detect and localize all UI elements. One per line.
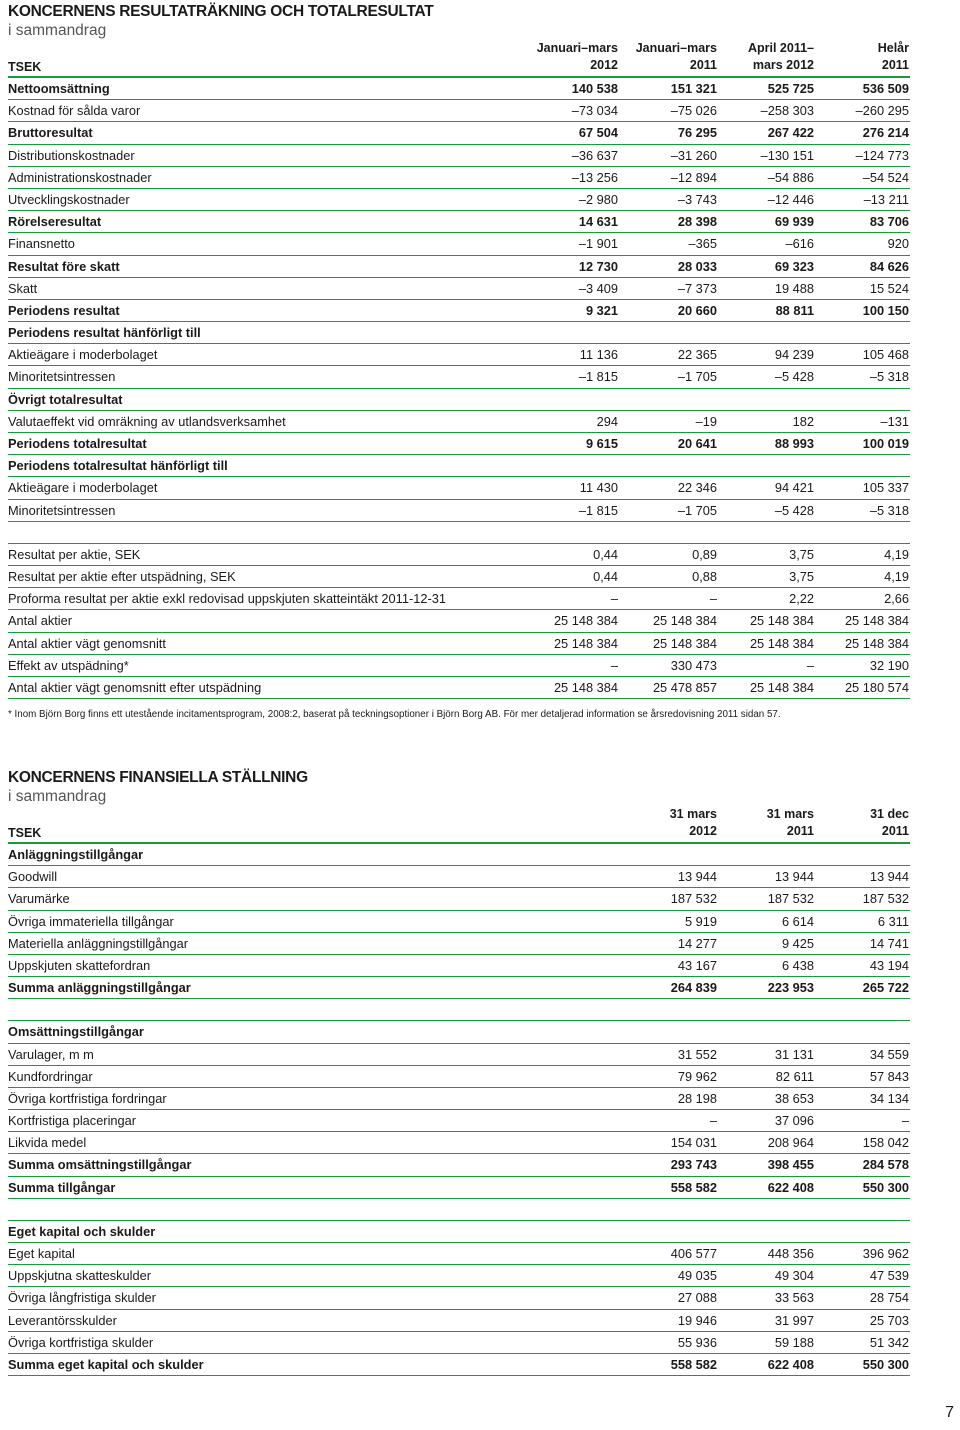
row-value: –: [806, 657, 814, 673]
row-value: –36 637: [571, 147, 618, 163]
spacer-row: [8, 522, 910, 544]
row-value: 0,44: [593, 568, 618, 584]
table-row: [8, 866, 910, 888]
row-value: 43 194: [869, 957, 909, 973]
row-value: –: [901, 1113, 909, 1129]
row-value: 267 422: [767, 125, 814, 141]
spacer-row: [8, 999, 910, 1021]
table-row: [8, 1332, 910, 1354]
row-value: 51 342: [869, 1334, 909, 1350]
row-value: 34 134: [869, 1090, 909, 1106]
row-value: –13 256: [571, 169, 618, 185]
table-row: [8, 844, 910, 866]
column-header-line2: 2011: [689, 58, 717, 72]
row-label: Proforma resultat per aktie exkl redovisad uppskjuten skatteintäkt 2011-12-31: [8, 591, 446, 607]
row-value: 34 559: [869, 1046, 909, 1062]
row-label: Periodens resultat hänförligt till: [8, 325, 201, 341]
row-value: 14 741: [869, 935, 909, 951]
row-label: Nettoomsättning: [8, 81, 110, 96]
row-label: Anläggningstillgångar: [8, 847, 144, 862]
row-label: Goodwill: [8, 869, 58, 885]
column-header-line2: 2011: [786, 824, 814, 838]
column-header-line1: April 2011–: [747, 41, 814, 55]
table-row: [8, 1265, 910, 1287]
row-value: 19 488: [774, 280, 814, 296]
row-label: Kortfristiga placeringar: [8, 1113, 137, 1129]
unit-label: TSEK: [8, 826, 42, 840]
row-value: 33 563: [774, 1290, 814, 1306]
table-row: [8, 1221, 910, 1243]
row-value: –258 303: [760, 103, 814, 119]
row-value: –5 318: [869, 502, 909, 518]
row-value: 622 408: [767, 1356, 814, 1372]
table-row: [8, 278, 910, 300]
column-header-line2: 2012: [590, 58, 618, 72]
row-value: 25 148 384: [844, 613, 909, 629]
row-label: Övrigt totalresultat: [8, 391, 123, 407]
row-value: 25 148 384: [749, 679, 814, 695]
row-value: 28 198: [677, 1090, 717, 1106]
row-value: 25 478 857: [652, 679, 717, 695]
row-value: 28 033: [677, 258, 717, 274]
row-label: Resultat före skatt: [8, 258, 120, 274]
row-value: –616: [785, 236, 814, 252]
row-value: –1 815: [578, 502, 618, 518]
row-value: –130 151: [760, 147, 814, 163]
row-value: 550 300: [862, 1356, 909, 1372]
row-value: 25 180 574: [844, 679, 909, 695]
row-value: 79 962: [677, 1068, 717, 1084]
row-value: 0,88: [692, 568, 717, 584]
table-row: [8, 1044, 910, 1066]
table-row: [8, 389, 910, 411]
row-value: 88 811: [775, 302, 814, 318]
row-value: 264 839: [670, 980, 717, 996]
row-label: Rörelseresultat: [8, 214, 102, 230]
table-row: [8, 1021, 910, 1043]
row-value: 0,44: [593, 546, 618, 562]
table-row: [8, 500, 910, 522]
row-value: 67 504: [578, 125, 618, 141]
row-label: Kundfordringar: [8, 1068, 93, 1084]
row-value: 4,19: [884, 568, 909, 584]
row-value: 3,75: [789, 546, 814, 562]
row-label: Finansnetto: [8, 236, 75, 252]
row-label: Leverantörsskulder: [8, 1312, 117, 1328]
row-value: 6 614: [781, 913, 814, 929]
table-row: [8, 933, 910, 955]
row-value: –1 705: [677, 502, 717, 518]
column-header: [767, 806, 814, 840]
row-label: Administrationskostnader: [8, 169, 152, 185]
row-label: Valutaeffekt vid omräkning av utlandsverksamhet: [8, 413, 286, 429]
row-label: Övriga långfristiga skulder: [8, 1290, 156, 1306]
row-value: 406 577: [670, 1246, 717, 1261]
column-header-line2: 2011: [881, 824, 909, 838]
row-value: –19: [695, 413, 717, 429]
row-value: –5 428: [774, 502, 814, 518]
row-value: –12 446: [767, 191, 814, 207]
row-value: –13 211: [863, 191, 909, 207]
row-value: 88 993: [774, 436, 814, 451]
row-value: –: [610, 657, 618, 673]
table-row: [8, 1110, 910, 1132]
table-row: [8, 167, 910, 189]
row-value: 31 552: [677, 1046, 717, 1062]
row-value: 154 031: [670, 1135, 717, 1151]
row-value: 330 473: [670, 657, 717, 673]
row-value: 28 754: [869, 1290, 909, 1306]
balance-subtitle: i sammandrag: [8, 788, 107, 805]
column-header-line1: 31 mars: [766, 807, 814, 821]
table-row: [8, 1287, 910, 1309]
column-header-line1: 31 mars: [669, 807, 717, 821]
row-value: –31 260: [670, 147, 717, 163]
row-value: 265 722: [862, 980, 909, 996]
row-value: 25 148 384: [652, 613, 717, 629]
table-row: [8, 888, 910, 910]
column-header: [537, 40, 618, 74]
row-value: –5 428: [774, 369, 814, 385]
row-label: Summa omsättningstillgångar: [8, 1157, 192, 1173]
row-value: 158 042: [862, 1135, 909, 1151]
row-value: 151 321: [670, 81, 717, 96]
row-value: 37 096: [774, 1113, 814, 1129]
row-value: 94 239: [774, 347, 814, 363]
row-value: 208 964: [767, 1135, 814, 1151]
row-label: Minoritetsintressen: [8, 502, 116, 518]
row-label: Antal aktier: [8, 613, 73, 629]
row-label: Omsättningstillgångar: [8, 1024, 144, 1040]
row-value: 14 631: [578, 214, 618, 230]
row-value: 9 321: [585, 302, 618, 318]
row-value: 187 532: [767, 891, 814, 907]
row-label: Summa tillgångar: [8, 1179, 116, 1195]
row-value: 6 311: [877, 913, 909, 929]
row-value: 13 944: [677, 869, 717, 885]
row-value: 0,89: [692, 546, 717, 562]
row-value: 22 365: [677, 347, 717, 363]
column-header-line1: Januari–mars: [635, 41, 717, 55]
row-value: –12 894: [670, 169, 717, 185]
table-row: [8, 78, 910, 100]
income-header: [8, 40, 910, 78]
row-value: 182: [792, 413, 814, 429]
row-label: Minoritetsintressen: [8, 369, 116, 385]
row-value: –: [709, 1113, 717, 1129]
table-row: [8, 455, 910, 477]
table-row: [8, 677, 910, 699]
row-value: 4,19: [884, 546, 909, 562]
table-row: [8, 1177, 910, 1199]
balance-rows: [8, 844, 910, 1376]
row-value: 11 136: [579, 347, 618, 363]
row-value: 550 300: [862, 1179, 909, 1195]
row-value: 31 997: [774, 1312, 814, 1328]
table-row: [8, 300, 910, 322]
row-value: 3,75: [789, 568, 814, 584]
row-value: 69 323: [774, 258, 814, 274]
row-value: 28 398: [677, 214, 717, 230]
row-value: 448 356: [767, 1246, 814, 1261]
row-value: –3 409: [578, 280, 618, 296]
column-header: [878, 40, 909, 74]
row-value: 5 919: [684, 913, 717, 929]
row-value: –260 295: [855, 103, 909, 119]
row-value: 276 214: [862, 125, 909, 141]
table-row: [8, 655, 910, 677]
table-row: [8, 544, 910, 566]
row-value: 49 304: [774, 1268, 814, 1284]
row-label: Summa anläggningstillgångar: [8, 980, 191, 996]
row-value: 100 019: [862, 436, 909, 451]
row-label: Eget kapital: [8, 1246, 75, 1261]
row-label: Antal aktier vägt genomsnitt: [8, 635, 166, 651]
row-value: 25 148 384: [553, 635, 618, 651]
row-label: Kostnad för sålda varor: [8, 103, 141, 119]
row-label: Uppskjuten skattefordran: [8, 957, 151, 973]
row-value: 25 148 384: [844, 635, 909, 651]
table-row: [8, 1154, 910, 1176]
row-label: Övriga kortfristiga fordringar: [8, 1090, 167, 1106]
row-label: Eget kapital och skulder: [8, 1223, 156, 1239]
table-row: [8, 411, 910, 433]
table-row: [8, 955, 910, 977]
table-row: [8, 1088, 910, 1110]
table-row: [8, 366, 910, 388]
row-label: Bruttoresultat: [8, 125, 93, 141]
row-value: 536 509: [862, 81, 909, 96]
table-row: [8, 1310, 910, 1332]
row-value: 100 150: [862, 302, 909, 318]
row-value: 11 430: [579, 480, 618, 496]
row-label: Utvecklingskostnader: [8, 191, 130, 207]
row-value: –3 743: [677, 191, 717, 207]
table-row: [8, 911, 910, 933]
row-value: 105 468: [862, 347, 909, 363]
row-value: –2 980: [578, 191, 618, 207]
row-value: –124 773: [855, 147, 909, 163]
unit-label: TSEK: [8, 60, 42, 74]
row-value: 558 582: [670, 1179, 717, 1195]
row-label: Likvida medel: [8, 1135, 87, 1151]
table-row: [8, 1066, 910, 1088]
table-row: [8, 344, 910, 366]
row-value: 105 337: [862, 480, 909, 496]
row-value: 920: [887, 236, 909, 252]
column-header-line1: Januari–mars: [536, 41, 618, 55]
column-header-line2: 2012: [689, 824, 717, 838]
row-value: 49 035: [677, 1268, 717, 1284]
row-value: 20 660: [677, 302, 717, 318]
row-label: Uppskjutna skatteskulder: [8, 1268, 151, 1284]
footnote: * Inom Björn Borg finns ett utestående incitamentsprogram, 2008:2, baserat på teckningsoptioner i Björn Borg AB. För mer detaljerad information se årsredovisning 2011 sidan 57.: [8, 709, 781, 721]
row-value: 22 346: [677, 480, 717, 496]
table-row: [8, 633, 910, 655]
row-label: Periodens resultat: [8, 302, 120, 318]
table-row: [8, 588, 910, 610]
row-label: Varumärke: [8, 891, 70, 907]
row-value: 396 962: [862, 1246, 909, 1261]
row-label: Aktieägare i moderbolaget: [8, 347, 158, 363]
row-value: 59 188: [774, 1334, 814, 1350]
row-value: 55 936: [677, 1334, 717, 1350]
row-value: –54 524: [862, 169, 909, 185]
row-value: 25 148 384: [652, 635, 717, 651]
column-header: [670, 806, 717, 840]
row-value: 13 944: [774, 869, 814, 885]
row-value: –365: [688, 236, 717, 252]
balance-title: KONCERNENS FINANSIELLA STÄLLNING: [8, 769, 308, 786]
spacer-row: [8, 1199, 910, 1221]
table-row: [8, 977, 910, 999]
row-value: 187 532: [862, 891, 909, 907]
row-value: 187 532: [670, 891, 717, 907]
row-label: Antal aktier vägt genomsnitt efter utspädning: [8, 679, 262, 695]
row-value: 294: [596, 413, 618, 429]
row-label: Varulager, m m: [8, 1046, 94, 1062]
row-value: 9 615: [585, 436, 618, 451]
income-title: KONCERNENS RESULTATRÄKNING OCH TOTALRESULTAT: [8, 3, 434, 20]
row-label: Resultat per aktie, SEK: [8, 546, 141, 562]
row-value: –1 815: [578, 369, 618, 385]
column-header-line2: mars 2012: [752, 58, 814, 72]
table-row: [8, 256, 910, 278]
table-row: [8, 477, 910, 499]
row-value: 9 425: [781, 935, 814, 951]
table-row: [8, 1132, 910, 1154]
row-value: 82 611: [775, 1068, 814, 1084]
row-value: 12 730: [578, 258, 618, 274]
row-label: Periodens totalresultat: [8, 436, 147, 451]
table-row: [8, 1243, 910, 1265]
row-value: –7 373: [677, 280, 717, 296]
row-value: –1 705: [677, 369, 717, 385]
row-value: –54 886: [767, 169, 814, 185]
row-label: Skatt: [8, 280, 38, 296]
row-label: Aktieägare i moderbolaget: [8, 480, 158, 496]
row-value: 83 706: [869, 214, 909, 230]
row-value: 525 725: [767, 81, 814, 96]
row-value: –75 026: [670, 103, 717, 119]
income-rows: [8, 78, 910, 699]
row-label: Effekt av utspädning*: [8, 657, 129, 673]
table-row: [8, 566, 910, 588]
row-value: 25 148 384: [749, 613, 814, 629]
row-value: 284 578: [862, 1157, 909, 1173]
table-row: [8, 145, 910, 167]
table-row: [8, 100, 910, 122]
row-value: 25 703: [869, 1312, 909, 1328]
row-value: –73 034: [571, 103, 618, 119]
table-row: [8, 122, 910, 144]
table-row: [8, 433, 910, 455]
row-value: –: [610, 591, 618, 607]
row-value: 47 539: [869, 1268, 909, 1284]
row-value: –131: [880, 413, 909, 429]
income-statement: [8, 2, 910, 720]
row-value: 32 190: [869, 657, 909, 673]
table-row: [8, 1354, 910, 1376]
column-header: [636, 40, 717, 74]
row-value: 13 944: [869, 869, 909, 885]
table-row: [8, 233, 910, 255]
row-value: 398 455: [767, 1157, 814, 1173]
row-value: 25 148 384: [749, 635, 814, 651]
row-value: 69 939: [774, 214, 814, 230]
row-value: 57 843: [869, 1068, 909, 1084]
row-label: Periodens totalresultat hänförligt till: [8, 458, 228, 474]
row-value: 76 295: [677, 125, 717, 141]
row-value: 84 626: [869, 258, 909, 274]
row-value: 14 277: [677, 935, 717, 951]
row-value: 558 582: [670, 1356, 717, 1372]
column-header: [748, 40, 814, 74]
row-value: 293 743: [670, 1157, 717, 1173]
table-row: [8, 322, 910, 344]
table-row: [8, 211, 910, 233]
row-value: 43 167: [677, 957, 717, 973]
row-label: Resultat per aktie efter utspädning, SEK: [8, 568, 236, 584]
column-header-line1: Helår: [877, 41, 909, 55]
row-value: 31 131: [774, 1046, 814, 1062]
row-label: Materiella anläggningstillgångar: [8, 935, 188, 951]
row-value: 2,66: [884, 591, 909, 607]
row-value: 38 653: [774, 1090, 814, 1106]
column-header: [870, 806, 909, 840]
row-value: 19 946: [677, 1312, 717, 1328]
row-value: –1 901: [578, 236, 618, 252]
table-row: [8, 610, 910, 632]
row-value: 6 438: [781, 957, 814, 973]
table-row: [8, 189, 910, 211]
balance-sheet: [8, 768, 910, 1376]
row-label: Övriga immateriella tillgångar: [8, 913, 174, 929]
row-value: 94 421: [774, 480, 814, 496]
row-value: –: [709, 591, 717, 607]
row-value: 25 148 384: [553, 613, 618, 629]
row-value: 15 524: [869, 280, 909, 296]
column-header-line2: 2011: [881, 58, 909, 72]
row-value: –5 318: [869, 369, 909, 385]
column-header-line1: 31 dec: [870, 807, 909, 821]
row-label: Summa eget kapital och skulder: [8, 1356, 204, 1372]
balance-header: [8, 806, 910, 844]
row-value: 20 641: [677, 436, 717, 451]
income-subtitle: i sammandrag: [8, 22, 107, 39]
row-value: 2,22: [789, 591, 814, 607]
row-value: 25 148 384: [553, 679, 618, 695]
row-label: Övriga kortfristiga skulder: [8, 1334, 154, 1350]
row-value: 140 538: [571, 81, 618, 96]
row-value: 622 408: [767, 1179, 814, 1195]
row-label: Distributionskostnader: [8, 147, 135, 163]
row-value: 223 953: [767, 980, 814, 996]
page-number: 7: [945, 1404, 954, 1421]
row-value: 27 088: [677, 1290, 717, 1306]
